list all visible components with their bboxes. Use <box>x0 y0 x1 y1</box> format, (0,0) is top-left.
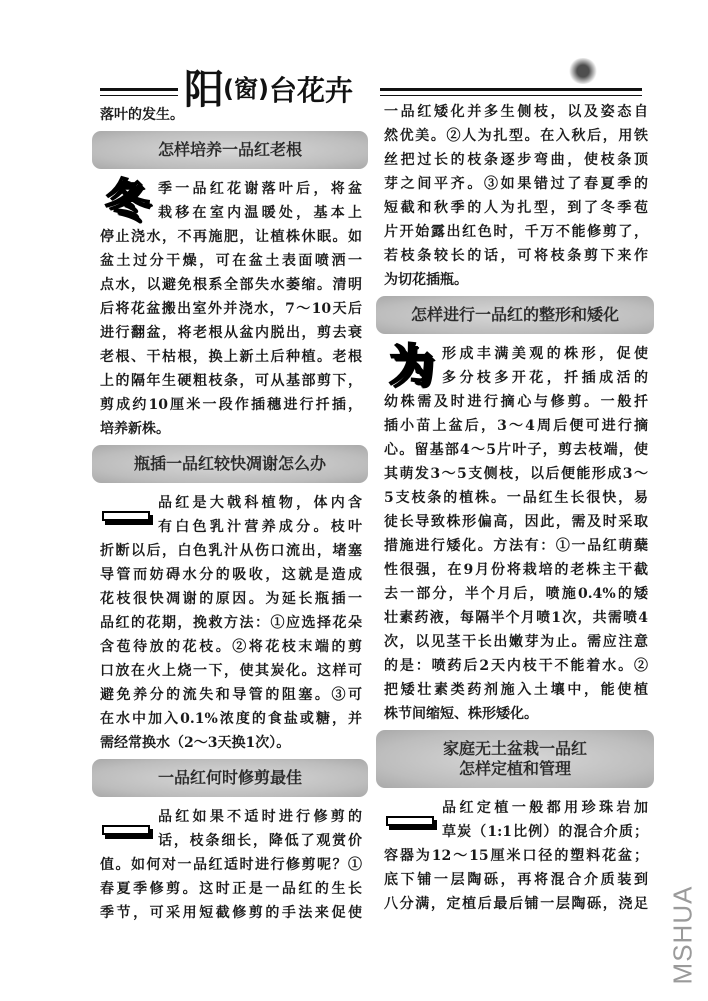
body-text-line: 容器为12～15厘米口径的塑料花盆； <box>384 848 648 864</box>
body-text-line: 季节，可采用短截修剪的手法来促使 <box>100 905 362 921</box>
body-text-line: 品红如果不适时进行修剪的 <box>158 809 362 825</box>
body-text-line: 剪成约10厘米一段作插穗进行扦插， <box>100 397 362 413</box>
body-text-line: 培养新株。 <box>100 421 170 437</box>
body-text-line: 底下铺一层陶砾，再将混合介质装到 <box>384 872 648 888</box>
body-text-line: 其萌发3～5支侧枝，以后便能形成3～ <box>384 466 648 482</box>
left-column <box>100 103 362 925</box>
section-heading <box>376 730 654 788</box>
body-text-line: 形成丰满美观的株形，促使 <box>442 346 648 362</box>
drop-cap: 为 <box>389 340 433 391</box>
article-paragraph <box>384 342 648 726</box>
body-text-line: 短截和秋季的人为扎型，到了冬季苞 <box>384 200 648 216</box>
body-text-line: 点水，以避免根系全部失水萎缩。清明 <box>100 277 362 293</box>
body-text-line: 的是：喷药后2天内枝干不能着水。② <box>384 658 648 674</box>
body-text-line: 壮素药液，每隔半个月喷1次，共需喷4 <box>384 610 648 626</box>
body-text-line: 值。如何对一品红适时进行修剪呢？① <box>100 857 362 873</box>
body-text-line: 一品红矮化并多生侧枝，以及姿态自 <box>384 104 648 120</box>
body-text-line: 丝把过长的枝条逐步弯曲，使枝条顶 <box>384 152 648 168</box>
article-paragraph <box>100 177 362 441</box>
body-text-line: 花枝很快凋谢的原因。为延长瓶插一 <box>100 591 362 607</box>
drop-cap <box>100 805 154 853</box>
body-text-line: 避免养分的流失和导管的阻塞。③可 <box>100 687 362 703</box>
watermark <box>666 880 700 990</box>
body-text-line: 品红的花期，挽救方法：①应选择花朵 <box>100 615 362 631</box>
section-heading-line: 怎样培养一品红老根 <box>157 140 302 159</box>
body-text-line: 导管而妨碍水分的吸收，这就是造成 <box>100 567 362 583</box>
section-heading <box>376 296 654 334</box>
body-text-line: 盆土过分干燥，可在盆土表面喷洒一 <box>100 253 362 269</box>
body-text-line: 5支枝条的植株。一品红生长很快，易 <box>384 490 648 506</box>
body-text-line: 草炭（1:1比例）的混合介质； <box>442 824 648 840</box>
section-heading-line: 瓶插一品红较快凋谢怎么办 <box>133 454 326 473</box>
body-text-line: 去一部分，半个月后，喷施0.4%的矮 <box>384 586 648 602</box>
section-heading <box>92 131 368 169</box>
section-heading <box>92 759 368 797</box>
body-text-line: 性很强，在9月份将栽培的老株主干截 <box>384 562 648 578</box>
body-text-line: 老根、干枯根，换上新土后种植。老根 <box>100 349 362 365</box>
body-text-line: 季一品红花谢落叶后，将盆 <box>158 181 362 197</box>
drop-cap: 冬 <box>105 175 149 226</box>
right-column <box>384 100 648 916</box>
section-heading-line: 家庭无土盆栽一品红 <box>442 739 587 758</box>
section-title-rest: 台花卉 <box>268 74 353 107</box>
article-paragraph <box>100 491 362 755</box>
drop-cap <box>384 796 438 844</box>
body-text-line: 有白色乳汁营养成分。枝叶 <box>158 519 362 535</box>
body-text-line: 品红是大戟科植物，体内含 <box>158 495 362 511</box>
body-text-line: 落叶的发生。 <box>100 107 184 123</box>
body-text-line: 品红定植一般都用珍珠岩加 <box>442 800 648 816</box>
body-text-line: 多分枝多开花，扦插成活的 <box>442 370 648 386</box>
body-text-line: 幼株需及时进行摘心与修剪。一般扦 <box>384 394 648 410</box>
body-text-line: 栽移在室内温暖处，基本上 <box>158 205 362 221</box>
masthead-rule <box>100 88 178 96</box>
body-text-line: 然优美。②人为扎型。在入秋后，用铁 <box>384 128 648 144</box>
section-heading-line: 一品红何时修剪最佳 <box>157 768 302 787</box>
section-title-big: 阳 <box>184 67 223 113</box>
page-ornament-icon <box>568 58 598 84</box>
section-heading <box>92 445 368 483</box>
body-text-line: 春夏季修剪。这时正是一品红的生长 <box>100 881 362 897</box>
watermark-text: MSHUA <box>667 885 698 985</box>
body-text-line: 停止浇水，不再施肥，让植株休眠。如 <box>100 229 362 245</box>
body-text-line: 为切花插瓶。 <box>384 272 468 288</box>
body-text-line: 进行翻盆，将老根从盆内脱出，剪去衰 <box>100 325 362 341</box>
body-text-line: 措施进行矮化。方法有：①一品红萌蘖 <box>384 538 648 554</box>
drop-cap <box>100 491 154 539</box>
body-text-line: 上的隔年生硬粗枝条，可从基部剪下， <box>100 373 362 389</box>
body-text-line: 次，以见茎干长出嫩芽为止。需应注意 <box>384 634 648 650</box>
body-text-line: 片开始露出红色时，千万不能修剪了， <box>384 224 648 240</box>
body-text-line: 株节间缩短、株形矮化。 <box>384 706 538 722</box>
body-text-line: 若枝条较长的话，可将枝条剪下来作 <box>384 248 648 264</box>
body-text-line: 口放在火上烧一下，使其炭化。这样可 <box>100 663 362 679</box>
article-paragraph <box>100 805 362 925</box>
masthead-rule <box>380 88 642 96</box>
body-text-line: 插小苗上盆后，3～4周后便可进行摘 <box>384 418 648 434</box>
body-text-line: 心。留基部4～5片叶子，剪去枝端，使 <box>384 442 648 458</box>
body-text-line: 徒长导致株形偏高，因此，需及时采取 <box>384 514 648 530</box>
body-text-line: 把矮壮素类药剂施入土壤中，能使植 <box>384 682 648 698</box>
section-title-paren: (窗) <box>223 75 269 103</box>
body-text-line: 需经常换水（2～3天换1次）。 <box>100 735 291 751</box>
body-text-line: 后将花盆搬出室外并浇水，7～10天后 <box>100 301 362 317</box>
article-paragraph <box>384 796 648 916</box>
body-text-line: 折断以后，白色乳汁从伤口流出，堵塞 <box>100 543 362 559</box>
section-heading-line: 怎样定植和管理 <box>458 759 571 778</box>
section-heading-line: 怎样进行一品红的整形和矮化 <box>410 305 619 324</box>
body-text-line: 在水中加入0.1%浓度的食盐或糖，并 <box>100 711 362 727</box>
body-text-line: 话，枝条细长，降低了观赏价 <box>158 833 362 849</box>
body-text-line: 八分满，定植后最后铺一层陶砾，浇足 <box>384 896 648 912</box>
body-text-line: 芽之间平齐。③如果错过了春夏季的 <box>384 176 648 192</box>
body-text-line: 含苞待放的花枝。②将花枝末端的剪 <box>100 639 362 655</box>
